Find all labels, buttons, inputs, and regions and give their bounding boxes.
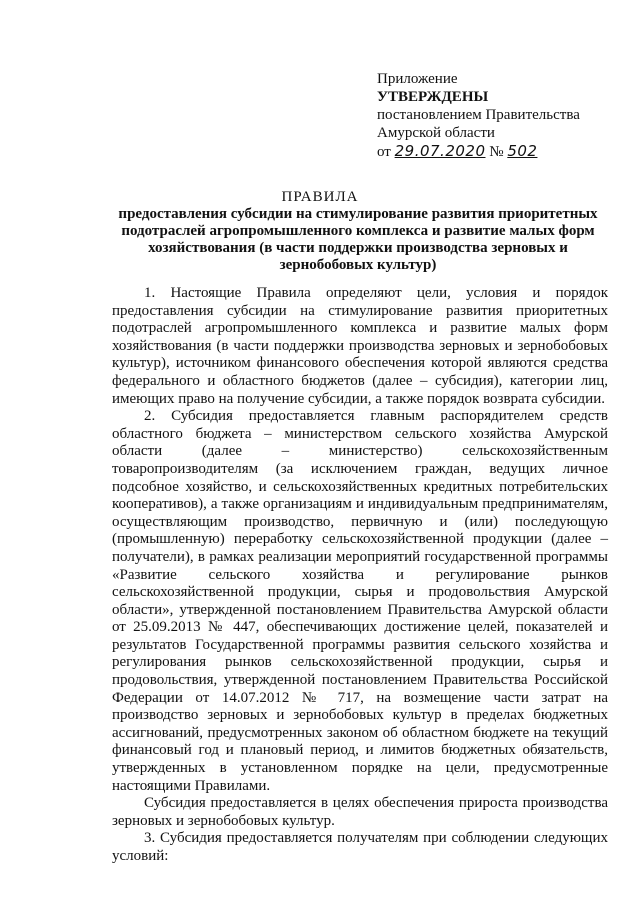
document-subtitle: предоставления субсидии на стимулирование развития приоритетных подотраслей агропромышленного комплекса и развитие малых форм хозяйствования (в части поддержки производства зерновых и зернобобовых культур) bbox=[118, 206, 598, 273]
appendix-label: Приложение bbox=[377, 71, 458, 87]
date-prefix: от bbox=[377, 144, 391, 160]
paragraph-3: 3. Субсидия предоставляется получателям при соблюдении следующих условий: bbox=[112, 830, 608, 864]
approved-by-line: постановлением Правительства bbox=[377, 107, 580, 123]
date-number-line bbox=[377, 142, 617, 161]
handwritten-number: 502 bbox=[507, 142, 538, 160]
region-line: Амурской области bbox=[377, 125, 495, 141]
handwritten-date: 29.07.2020 bbox=[394, 142, 486, 160]
document-body bbox=[112, 285, 608, 866]
paragraph-2-continuation: Субсидия предоставляется в целях обеспечения прироста производства зерновых и зернобобовых культур. bbox=[112, 795, 608, 829]
paragraph-1: 1. Настоящие Правила определяют цели, условия и порядок предоставления субсидии на стимулирование развития приоритетных подотраслей агропромышленного комплекса и развитие малых форм хозяйствования (в части поддержки производства зерновых и зернобобовых культур), источником финансового обеспечения которой являются средства федерального и областного бюджетов (далее – субсидия), категории лиц, имеющих право на получение субсидии, а также порядок возврата субсидии. bbox=[112, 285, 608, 407]
number-prefix: № bbox=[489, 144, 504, 160]
paragraph-2: 2. Субсидия предоставляется главным распорядителем средств областного бюджета – министерством сельского хозяйства Амурской области (далее – министерство) сельскохозяйственным товаропроизводителям (за исключением граждан, ведущих личное подсобное хозяйство, и сельскохозяйственных кредитных потребительских кооперативов), а также организациям и индивидуальным предпринимателям, осуществляющим производство, первичную и (или) последующую (промышленную) переработку сельскохозяйственной продукции (далее – получатели), в рамках реализации мероприятий государственной программы «Развитие сельского хозяйства и регулирование рынков сельскохозяйственной продукции, сырья и продовольствия Амурской области», утвержденной постановлением Правительства Амурской области от 25.09.2013 № 447, обеспечивающих достижение целей, показателей и результатов Государственной программы развития сельского хозяйства и регулирования рынков сельскохозяйственной продукции, сырья и продовольствия, утвержденной постановлением Правительства Российской Федерации от 14.07.2012 № 717, на возмещение части затрат на производство зерновых и зернобобовых культур в пределах бюджетных ассигнований, предусмотренных законом об областном бюджете на текущий финансовый год и плановый период, и лимитов бюджетных обязательств, утвержденных в установленном порядке на цели, предусмотренные настоящими Правилами. bbox=[112, 408, 608, 794]
approved-label: УТВЕРЖДЕНЫ bbox=[377, 89, 489, 105]
approval-block bbox=[377, 70, 617, 161]
document-title: ПРАВИЛА bbox=[281, 189, 359, 205]
